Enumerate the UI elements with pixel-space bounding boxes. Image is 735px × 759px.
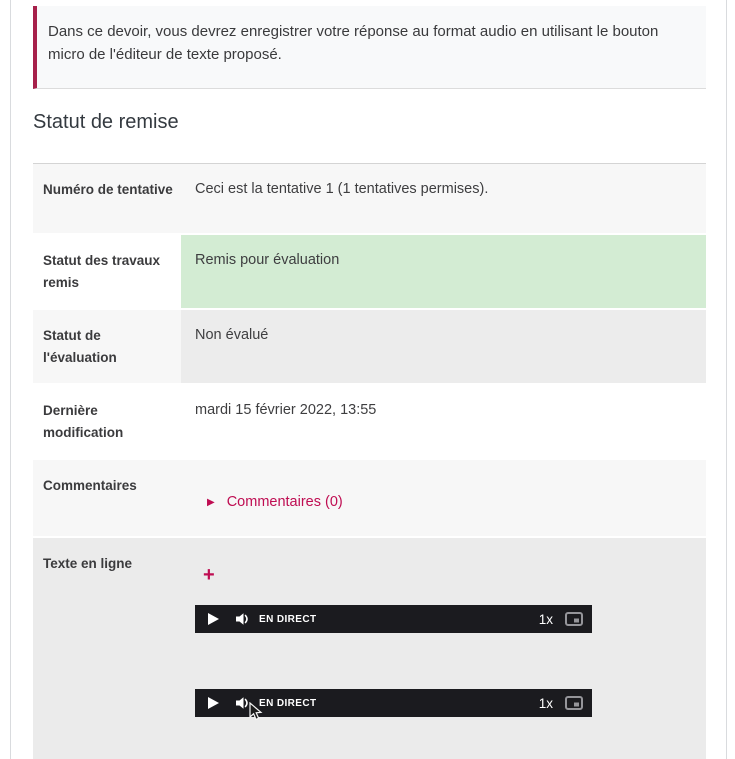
row-label: Dernière modification [43,403,124,440]
picture-in-picture-icon[interactable] [565,695,583,711]
comments-link-label: Commentaires (0) [226,494,343,510]
row-label: Texte en ligne [43,556,133,571]
table-row-attempt [33,164,706,233]
table-row-last-modified [33,383,706,458]
volume-icon[interactable] [234,695,250,711]
instruction-text: Dans ce devoir, vous devrez enregistrer votre réponse au format audio en utilisant le bouton micro de l'éditeur de texte proposé. [48,23,659,63]
row-label: Commentaires [43,478,137,493]
comments-toggle-link[interactable] [207,492,692,513]
play-icon[interactable] [208,613,219,625]
table-row-submission-status [33,233,706,308]
disclosure-triangle-icon: ▶ [207,496,215,508]
playback-speed-button[interactable]: 1x [538,695,553,711]
page-title: Statut de remise [33,111,179,133]
live-badge: EN DIRECT [259,697,317,709]
submission-status-table [33,163,706,759]
playback-speed-button[interactable]: 1x [538,611,553,627]
submission-status-badge: Remis pour évaluation [181,235,706,308]
row-label: Statut de l'évaluation [43,328,117,365]
comments-cell [181,460,706,536]
play-icon[interactable] [208,697,219,709]
picture-in-picture-icon[interactable] [565,611,583,627]
instruction-box [33,6,706,89]
row-value: Ceci est la tentative 1 (1 tentatives permises). [195,181,489,197]
row-label: Statut des travaux remis [43,253,161,290]
volume-icon[interactable] [234,611,250,627]
expand-plus-icon[interactable]: + [203,564,215,586]
table-row-grading-status [33,308,706,383]
grading-status-value: Non évalué [181,310,706,383]
mouse-cursor [249,702,263,726]
row-label: Numéro de tentative [43,182,173,197]
last-modified-value: mardi 15 février 2022, 13:55 [195,402,377,418]
content-container [10,0,727,759]
live-badge: EN DIRECT [259,613,317,625]
table-row-comments [33,458,706,536]
table-row-online-text [33,536,706,759]
audio-player[interactable] [195,605,592,633]
